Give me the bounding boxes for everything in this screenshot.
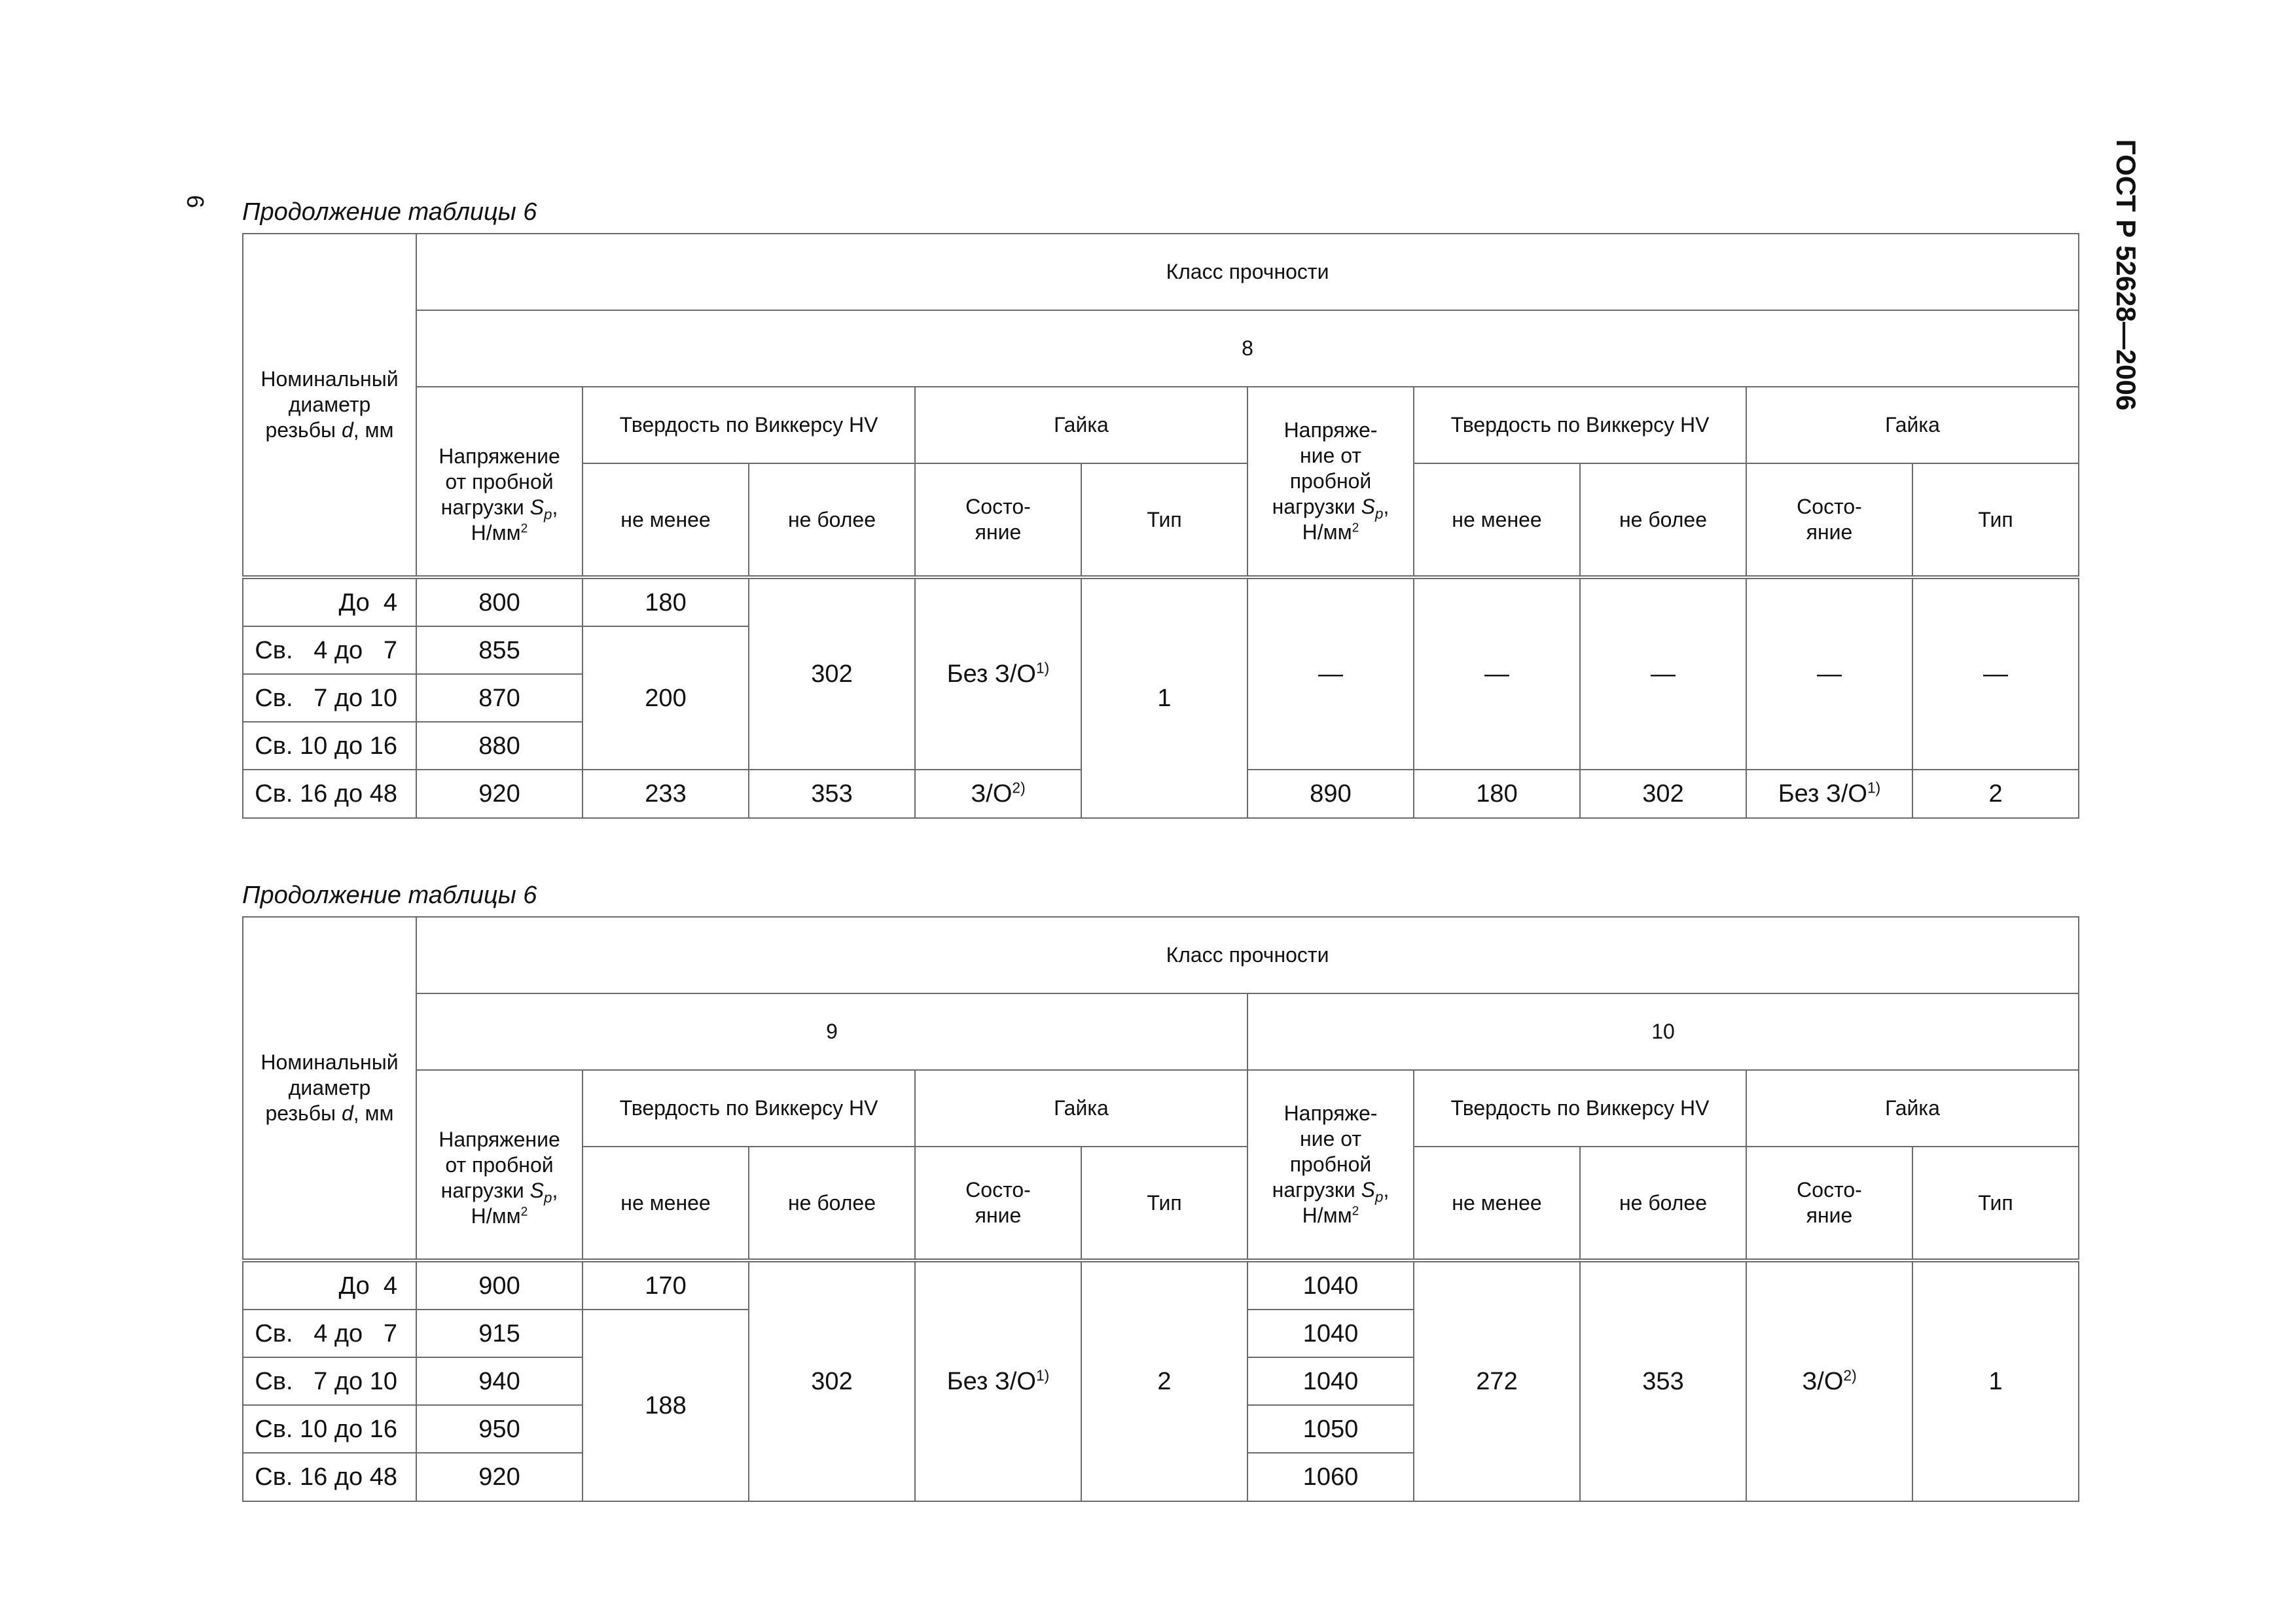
cell-hv-min: 180 (1414, 770, 1580, 818)
cell-hv-min: 272 (1414, 1260, 1580, 1501)
header-strength-class: Класс прочности (416, 917, 2079, 993)
cell-dash: — (1414, 577, 1580, 770)
header-condition: Состо- яние (915, 1147, 1081, 1260)
row-label: Св. 10 до 16 (243, 722, 416, 770)
header-proof-stress: Напряже- ние от пробной нагрузки $S_p$, $Н/мм^2$ (1247, 1070, 1414, 1260)
header-nut: Гайка (915, 1070, 1247, 1147)
cell-proof-stress: 1060 (1247, 1453, 1414, 1501)
header-not-more: не более (749, 463, 915, 577)
header-proof-stress: Напряжение от пробной нагрузки $S_p$, $Н/мм^2$ (416, 1070, 583, 1260)
cell-hv-min: 200 (583, 626, 749, 770)
header-nut: Гайка (1746, 1070, 2079, 1147)
header-not-more: не более (749, 1147, 915, 1260)
cell-hv-min: 170 (583, 1260, 749, 1310)
cell-proof-stress: 915 (416, 1310, 583, 1357)
header-vickers: Твердость по Виккерсу HV (1414, 1070, 1746, 1147)
header-condition: Состо- яние (1746, 1147, 1912, 1260)
header-not-less: не менее (583, 463, 749, 577)
cell-proof-stress: 880 (416, 722, 583, 770)
strength-table-class-8 (242, 233, 2079, 819)
header-type: Тип (1912, 463, 2079, 577)
cell-dash: — (1247, 577, 1414, 770)
cell-proof-stress: 1040 (1247, 1260, 1414, 1310)
header-not-more: не более (1580, 1147, 1746, 1260)
header-type: Тип (1081, 463, 1247, 577)
row-label: Св. 16 до 48 (243, 1453, 416, 1501)
header-class-value: 9 (416, 993, 1247, 1070)
header-vickers: Твердость по Виккерсу HV (583, 1070, 915, 1147)
header-strength-class: Класс прочности (416, 234, 2079, 310)
cell-type: 1 (1912, 1260, 2079, 1501)
table-caption: Продолжение таблицы 6 (242, 882, 537, 909)
row-label: До 4 (243, 577, 416, 626)
header-type: Тип (1081, 1147, 1247, 1260)
cell-condition: Без $З/О^{1)}$ (915, 1260, 1081, 1501)
cell-proof-stress: 870 (416, 674, 583, 722)
header-class-value: 10 (1247, 993, 2079, 1070)
header-condition: Состо- яние (915, 463, 1081, 577)
cell-hv-max: 302 (749, 1260, 915, 1501)
cell-condition: Без $З/О^{1)}$ (915, 577, 1081, 770)
header-proof-stress: Напряжение от пробной нагрузки $S_p$, $Н/мм^2$ (416, 387, 583, 577)
row-label: Св. 10 до 16 (243, 1405, 416, 1453)
cell-type: 2 (1081, 1260, 1247, 1501)
cell-dash: — (1580, 577, 1746, 770)
header-vickers: Твердость по Виккерсу HV (1414, 387, 1746, 463)
header-nut: Гайка (915, 387, 1247, 463)
table-row (243, 1260, 2079, 1310)
cell-hv-min: 233 (583, 770, 749, 818)
cell-type: 2 (1912, 770, 2079, 818)
header-not-more: не более (1580, 463, 1746, 577)
cell-hv-max: 353 (749, 770, 915, 818)
header-vickers: Твердость по Виккерсу HV (583, 387, 915, 463)
cell-proof-stress: 920 (416, 770, 583, 818)
cell-type: 1 (1081, 577, 1247, 818)
cell-condition: $З/О^{2)}$ (915, 770, 1081, 818)
header-proof-stress: Напряже- ние от пробной нагрузки $S_p$, $Н/мм^2$ (1247, 387, 1414, 577)
header-condition: Состо- яние (1746, 463, 1912, 577)
cell-proof-stress: 800 (416, 577, 583, 626)
cell-proof-stress: 900 (416, 1260, 583, 1310)
header-type: Тип (1912, 1147, 2079, 1260)
cell-proof-stress: 920 (416, 1453, 583, 1501)
row-label: Св. 16 до 48 (243, 770, 416, 818)
cell-condition: Без $З/О^{1)}$ (1746, 770, 1912, 818)
header-not-less: не менее (583, 1147, 749, 1260)
row-label: Св. 4 до 7 (243, 1310, 416, 1357)
cell-hv-max: 353 (1580, 1260, 1746, 1501)
cell-condition: $З/О^{2)}$ (1746, 1260, 1912, 1501)
cell-proof-stress: 1040 (1247, 1357, 1414, 1405)
table-row (243, 577, 2079, 626)
cell-proof-stress: 950 (416, 1405, 583, 1453)
header-nominal-diameter: Номинальный диаметр резьбы d, мм (243, 234, 416, 577)
row-label: Св. 7 до 10 (243, 1357, 416, 1405)
cell-hv-min: 188 (583, 1310, 749, 1501)
cell-proof-stress: 1050 (1247, 1405, 1414, 1453)
standard-code: ГОСТ Р 52628—2006 (2111, 139, 2142, 411)
cell-hv-max: 302 (1580, 770, 1746, 818)
header-class-value: 8 (416, 310, 2079, 387)
header-not-less: не менее (1414, 463, 1580, 577)
cell-proof-stress: 1040 (1247, 1310, 1414, 1357)
row-label: До 4 (243, 1260, 416, 1310)
cell-proof-stress: 940 (416, 1357, 583, 1405)
cell-proof-stress: 890 (1247, 770, 1414, 818)
strength-table-class-9-10 (242, 916, 2079, 1502)
header-nut: Гайка (1746, 387, 2079, 463)
cell-dash: — (1746, 577, 1912, 770)
row-label: Св. 4 до 7 (243, 626, 416, 674)
row-label: Св. 7 до 10 (243, 674, 416, 722)
page-number: 6 (182, 194, 209, 209)
table-caption: Продолжение таблицы 6 (242, 198, 537, 226)
cell-hv-max: 302 (749, 577, 915, 770)
header-nominal-diameter: Номинальный диаметр резьбы d, мм (243, 917, 416, 1260)
header-not-less: не менее (1414, 1147, 1580, 1260)
cell-dash: — (1912, 577, 2079, 770)
cell-proof-stress: 855 (416, 626, 583, 674)
cell-hv-min: 180 (583, 577, 749, 626)
